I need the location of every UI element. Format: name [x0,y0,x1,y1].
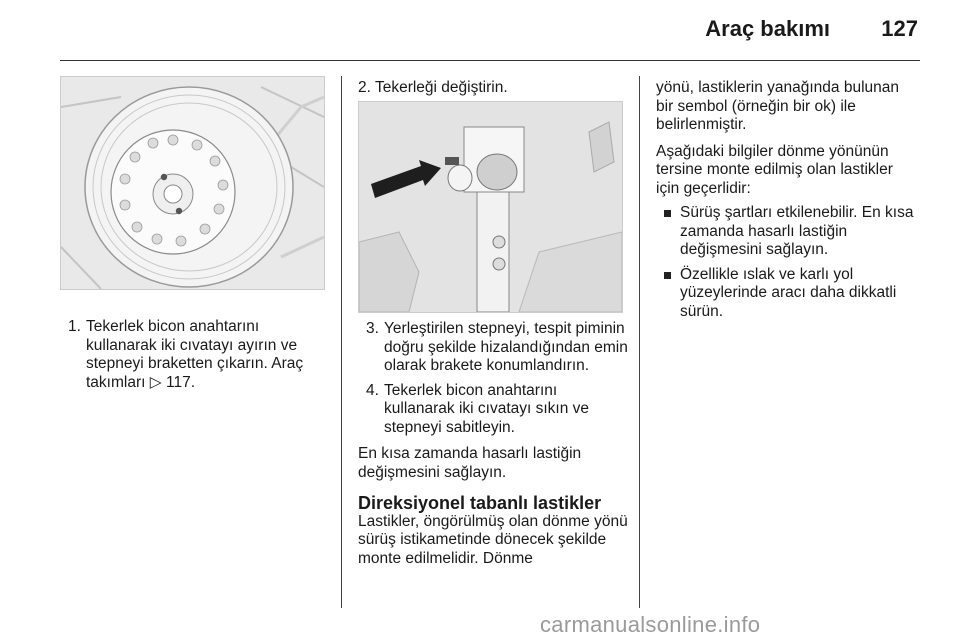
step-4-text: Tekerlek bicon anahtarını kullanarak iki cıvatayı sıkın ve stepneyi sabitleyin. [384,381,590,436]
directional-tyres-paragraph: Lastikler, öngörülmüş olan dönme yönü sürüş istikametinde dönecek şekilde monte edilmelidir. Dönme [358,512,628,567]
watermark: carmanualsonline.info [540,612,761,637]
opposite-mount-paragraph: Aşağıdaki bilgiler dönme yönünün tersine monte edilmiş olan lastikler için geçerlidir: [656,142,893,197]
step-4-number: 4. [366,381,379,399]
step-1-page-reference[interactable]: 117. [165,373,196,391]
bullet-2-text: Özellikle ıslak ve karlı yol yüzeylerinde aracı daha dikkatli sürün. [680,265,897,320]
bullet-square-icon [664,272,671,279]
section-heading: Direksiyonel tabanlı lastikler [358,493,602,513]
page-reference-icon: ▷ [149,373,162,391]
header-rule [60,60,920,61]
bullet-1-text: Sürüş şartları etkilenebilir. En kısa zamanda hasarlı lastiğin değişmesini sağlayın. [680,204,914,258]
step-3-text: Yerleştirilen stepneyi, tespit piminin doğru şekilde hizalandığından emin olarak brakete konumlandırın. [384,320,628,374]
page-number: 127 [881,16,918,41]
bullet-item [656,204,918,260]
bracket-illustration [358,101,623,313]
damaged-tyre-note: En kısa zamanda hasarlı lastiğin değişmesini sağlayın. [358,445,582,481]
step-1-number: 1. [68,318,81,335]
step-1-text: Tekerlek bicon anahtarını kullanarak iki cıvatayı ayırın ve stepneyi braketten çıkarın. Araç takımları [86,318,304,391]
column-2-text [358,320,628,568]
rotation-symbol-paragraph: yönü, lastiklerin yanağında bulunan bir sembol (örneğin bir ok) ile belirlenmiştir. [656,79,900,133]
bullet-square-icon [664,210,671,217]
spare-wheel-illustration [60,76,325,290]
column-divider-2 [639,76,640,608]
bullet-item [656,266,918,322]
step-2: 2. Tekerleği değiştirin. [358,79,508,96]
column-3-text [656,79,918,321]
column-divider-1 [341,76,342,608]
step-3-number: 3. [366,320,379,337]
section-title: Araç bakımı [705,16,830,41]
step-1 [60,318,330,392]
